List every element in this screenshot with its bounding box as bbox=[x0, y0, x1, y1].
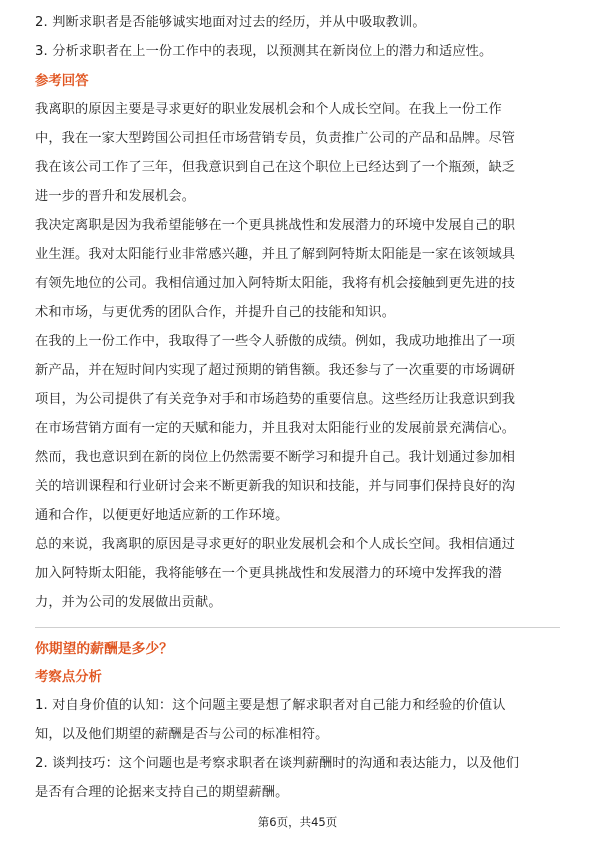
analysis-heading: 考察点分析 bbox=[35, 670, 102, 685]
answer-line: 项目，为公司提供了有关竞争对手和市场趋势的重要信息。这些经历让我意识到我 bbox=[35, 392, 516, 407]
answer-line: 在我的上一份工作中，我取得了一些令人骄傲的成绩。例如，我成功地推出了一项 bbox=[35, 334, 516, 349]
section-divider bbox=[35, 627, 560, 628]
analysis-line: 1. 对自身价值的认知：这个问题主要是想了解求职者对自己能力和经验的价值认 bbox=[35, 698, 506, 713]
answer-line: 力，并为公司的发展做出贡献。 bbox=[35, 595, 222, 610]
answer-line: 新产品，并在短时间内实现了超过预期的销售额。我还参与了一次重要的市场调研 bbox=[35, 363, 516, 378]
answer-line: 加入阿特斯太阳能，我将能够在一个更具挑战性和发展潜力的环境中发挥我的潜 bbox=[35, 566, 502, 581]
answer-line: 中，我在一家大型跨国公司担任市场营销专员，负责推广公司的产品和品牌。尽管 bbox=[35, 131, 516, 146]
page-footer: 第6页，共45页 bbox=[257, 815, 338, 829]
answer-line: 总的来说，我离职的原因是寻求更好的职业发展机会和个人成长空间。我相信通过 bbox=[35, 537, 516, 552]
question-title: 你期望的薪酬是多少？ bbox=[35, 641, 173, 657]
answer-line: 在市场营销方面有一定的天赋和能力，并且我对太阳能行业的发展前景充满信心。 bbox=[35, 421, 516, 436]
answer-line: 通和合作，以便更好地适应新的工作环境。 bbox=[35, 508, 289, 523]
answer-line: 术和市场，与更优秀的团队合作，并提升自己的技能和知识。 bbox=[35, 305, 396, 320]
answer-line: 我离职的原因主要是寻求更好的职业发展机会和个人成长空间。在我上一份工作 bbox=[35, 102, 502, 117]
answer-line: 有领先地位的公司。我相信通过加入阿特斯太阳能，我将有机会接触到更先进的技 bbox=[35, 276, 516, 291]
answer-heading: 参考回答 bbox=[35, 74, 89, 89]
answer-line: 业生涯。我对太阳能行业非常感兴趣，并且了解到阿特斯太阳能是一家在该领域具 bbox=[35, 247, 516, 262]
criteria-item: 3. 分析求职者在上一份工作中的表现，以预测其在新岗位上的潜力和适应性。 bbox=[35, 44, 493, 59]
analysis-line: 2. 谈判技巧：这个问题也是考察求职者在谈判薪酬时的沟通和表达能力，以及他们 bbox=[35, 756, 520, 771]
analysis-line: 知，以及他们期望的薪酬是否与公司的标准相符。 bbox=[35, 727, 329, 742]
analysis-line: 是否有合理的论据来支持自己的期望薪酬。 bbox=[35, 785, 289, 800]
criteria-item: 2. 判断求职者是否能够诚实地面对过去的经历，并从中吸取教训。 bbox=[35, 15, 426, 30]
answer-line: 然而，我也意识到在新的岗位上仍然需要不断学习和提升自己。我计划通过参加相 bbox=[35, 450, 516, 465]
answer-line: 进一步的晋升和发展机会。 bbox=[35, 189, 196, 204]
document-page bbox=[35, 0, 560, 807]
answer-line: 关的培训课程和行业研讨会来不断更新我的知识和技能，并与同事们保持良好的沟 bbox=[35, 479, 516, 494]
answer-line: 我在该公司工作了三年，但我意识到自己在这个职位上已经达到了一个瓶颈，缺乏 bbox=[35, 160, 516, 175]
answer-line: 我决定离职是因为我希望能够在一个更具挑战性和发展潜力的环境中发展自己的职 bbox=[35, 218, 516, 233]
